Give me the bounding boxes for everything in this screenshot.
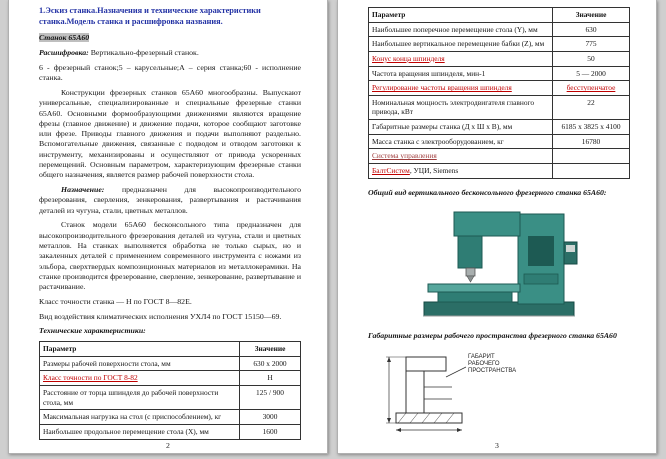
decipher-line [39, 48, 301, 58]
table-header-row [40, 342, 301, 357]
param-cell: Расстояние от торца шпинделя до рабочей поверхности стола, мм [40, 386, 240, 410]
purpose-label: Назначение: [61, 185, 105, 195]
spindle-cone-link[interactable]: Конус конца шпинделя [372, 53, 445, 63]
page-number-3: 3 [495, 441, 499, 450]
baltsystem-link[interactable]: БалтСистем [372, 165, 410, 175]
purpose-line [39, 185, 301, 216]
speed-regulation-link[interactable]: Регулирование частоты вращения шпинделя [372, 83, 512, 93]
value-cell [553, 149, 630, 164]
milling-machine-illustration [414, 204, 584, 322]
document-page-2 [8, 0, 328, 454]
general-view-caption: Общий вид вертикального бесконсольного фрезерного станка 65А60: [368, 187, 607, 197]
param-cell: Размеры рабочей поверхности стола, мм [40, 356, 240, 371]
param-cell: Габаритные размеры станка (Д х Ш х В), мм [369, 120, 553, 135]
vendor-rest-text: , УЦИ, Siemens [409, 165, 459, 175]
value-header-cell: Значение [240, 342, 301, 357]
table-row [369, 51, 630, 66]
control-system-link[interactable]: Система управления [372, 151, 437, 161]
purpose-text: предназначен для высокопроизводительного фрезерования, сверления, зенкерования, развертывания и растачивания деталей из чугуна, стали, цветных металлов. [39, 185, 301, 215]
param-cell [369, 81, 553, 96]
model-paragraph: Станок модели 65А60 бесконсольного типа предназначен для высокопроизводительного фрезерования деталей из чугуна, стали и цветных металлов. На станках выполняется обработка не только сырых, но и закаленных деталей с применением современного инструмента с ножами из эльбора, сверхтвердых композиционных материалов из металлокерамики. На станке производится фрезерование, сверление, зенкерование, развертывание и растачивание. [39, 220, 301, 292]
value-cell: 16780 [553, 134, 630, 149]
table-row [369, 149, 630, 164]
page-3-content [338, 0, 656, 450]
drawing-label-line3: ПРОСТРАНСТВА [468, 368, 517, 375]
decipher-text: Вертикально-фрезерный станок. [90, 48, 199, 58]
decipher-label: Расшифровка: [39, 48, 89, 58]
value-header-cell: Значение [553, 8, 630, 23]
param-cell [369, 149, 553, 164]
page-2-content [9, 0, 327, 450]
table-row [40, 386, 301, 410]
drawing-label-line2: РАБОЧЕГО [468, 361, 500, 368]
table-row [40, 371, 301, 386]
decode-line: 6 - фрезерный станок;5 – карусельные;А – серия станка;60 - исполнение станка. [39, 62, 301, 83]
value-cell: 775 [553, 37, 630, 52]
construction-paragraph: Конструкции фрезерных станков 65А60 многообразны. Выпускают универсальные, специализированные и специальные фрезерные станки 65А60. Основными формообразующими движениями являются вращение фрезы (главное движение) и движение подачи, которое сообщают заготовке или фрезе. Приводы главного движения и подачи выполняют раздельно. Вспомогательные движения, связанные с подводом и отводом заготовки к инструменту, механизированы и осуществляют от привода ускоренных перемещений. Основным параметром, характеризующим фрезерные станки общего назначения, является размер рабочей поверхности стола. [39, 88, 301, 180]
table-header-row [369, 8, 630, 23]
table-row [369, 120, 630, 135]
param-cell: Наибольшее продольное перемещение стола (X), мм [40, 424, 240, 439]
work-area-dimension-drawing [382, 347, 532, 433]
tech-specs-label: Технические характеристики: [39, 326, 146, 336]
table-row [369, 81, 630, 96]
machine-photo [368, 204, 630, 322]
param-cell: Номинальная мощность электродвигателя главного привода, кВт [369, 95, 553, 119]
value-cell: 630 х 2000 [240, 356, 301, 371]
section-heading: 1.Эскиз станка.Назначения и технические характеристики станка.Модель станка и расшифровка названия. [39, 6, 261, 27]
specs-table-page2 [39, 341, 301, 439]
table-row [369, 134, 630, 149]
table-row [369, 95, 630, 119]
accuracy-class-link[interactable]: Класс точности по ГОСТ 8-82 [43, 373, 138, 383]
param-cell [369, 51, 553, 66]
value-cell [553, 81, 630, 96]
dimensions-caption: Габаритные размеры рабочего пространства фрезерного станка 65А60 [368, 330, 617, 340]
document-page-3 [337, 0, 657, 454]
value-cell: 50 [553, 51, 630, 66]
value-cell: 22 [553, 95, 630, 119]
value-cell: 630 [553, 22, 630, 37]
specs-table-page3 [368, 7, 630, 179]
value-cell: 125 / 900 [240, 386, 301, 410]
param-cell: Наибольшее поперечное перемещение стола (Y), мм [369, 22, 553, 37]
param-cell: Максимальная нагрузка на стол (с приспособлением), кг [40, 410, 240, 425]
page-number-2: 2 [166, 441, 170, 450]
param-cell [369, 163, 553, 178]
param-header-cell: Параметр [40, 342, 240, 357]
table-row [40, 356, 301, 371]
param-cell [40, 371, 240, 386]
value-cell: 6185 х 3825 х 4100 [553, 120, 630, 135]
value-cell [553, 163, 630, 178]
value-cell: 1600 [240, 424, 301, 439]
table-row [369, 163, 630, 178]
drawing-label-line1: ГАБАРИТ [468, 354, 495, 361]
stepless-link[interactable]: бесступенчатое [566, 83, 616, 93]
climate-line: Вид воздействия климатических исполнения УХЛ4 по ГОСТ 15150—69. [39, 311, 282, 321]
param-cell: Масса станка с электрооборудованием, кг [369, 134, 553, 149]
table-row [40, 424, 301, 439]
value-cell: Н [240, 371, 301, 386]
param-cell: Наибольшее вертикальное перемещение бабки (Z), мм [369, 37, 553, 52]
dimensions-drawing [382, 347, 630, 433]
machine-model-highlight: Станок 65А60 [39, 33, 90, 43]
value-cell: 5 — 2000 [553, 66, 630, 81]
accuracy-line: Класс точности станка — Н по ГОСТ 8—82Е. [39, 296, 192, 306]
table-row [369, 37, 630, 52]
table-row [40, 410, 301, 425]
param-cell: Частота вращения шпинделя, мин-1 [369, 66, 553, 81]
value-cell: 3000 [240, 410, 301, 425]
machine-model-line [39, 33, 301, 43]
table-row [369, 66, 630, 81]
param-header-cell: Параметр [369, 8, 553, 23]
table-row [369, 22, 630, 37]
